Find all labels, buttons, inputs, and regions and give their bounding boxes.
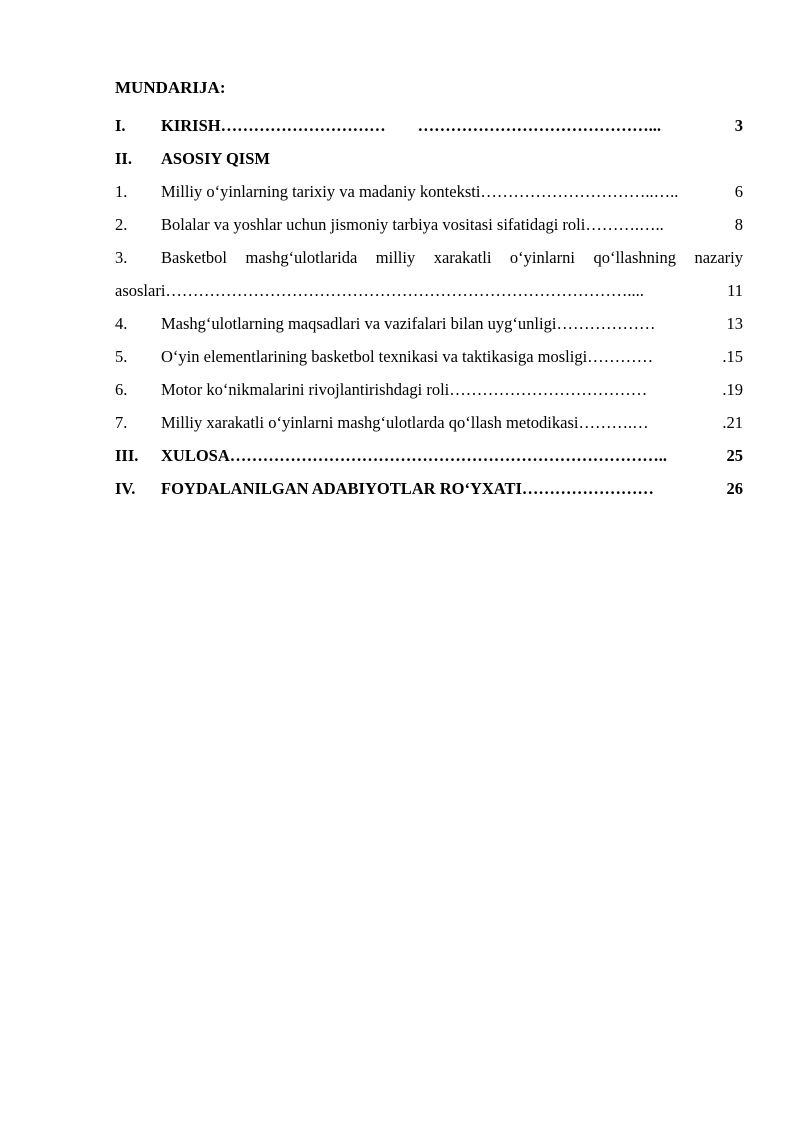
toc-entry-page: .19 bbox=[722, 380, 743, 399]
toc-entry-adabiyotlar[interactable] bbox=[115, 472, 743, 505]
table-of-contents bbox=[115, 76, 743, 505]
toc-entry-word: mashg‘ulotlarida bbox=[245, 248, 358, 267]
toc-entry-leader: …………………………..….. bbox=[480, 182, 679, 201]
toc-heading: MUNDARIJA: bbox=[115, 78, 226, 97]
toc-entry-4[interactable] bbox=[115, 307, 743, 340]
toc-entry-text bbox=[161, 439, 727, 472]
toc-entry-title: XULOSA bbox=[161, 446, 230, 465]
toc-entry-word: Basketbol bbox=[161, 248, 227, 267]
toc-entry-word: o‘yinlarni bbox=[509, 248, 575, 267]
toc-entry-text bbox=[161, 109, 735, 142]
toc-entry-page: .15 bbox=[722, 347, 743, 366]
toc-entry-leader: ……………… bbox=[556, 314, 656, 333]
toc-entry-word: milliy bbox=[375, 248, 416, 267]
toc-entry-leader: ………… bbox=[587, 347, 654, 366]
toc-entry-kirish[interactable] bbox=[115, 109, 743, 142]
toc-entry-page: .21 bbox=[722, 413, 743, 432]
toc-entry-leader: ……………………………… bbox=[449, 380, 648, 399]
toc-entry-6[interactable] bbox=[115, 373, 743, 406]
toc-entry-title: KIRISH bbox=[161, 116, 221, 135]
toc-entry-leader: ………………………… bbox=[220, 116, 386, 135]
toc-entry-page: 26 bbox=[726, 479, 743, 498]
toc-entry-text bbox=[161, 175, 735, 208]
toc-entry-2[interactable] bbox=[115, 208, 743, 241]
toc-entry-word: qo‘llashning bbox=[593, 248, 676, 267]
toc-entry-title: Bolalar va yoshlar uchun jismoniy tarbiya vositasi sifatidagi roli bbox=[161, 215, 586, 234]
toc-entry-number: 6. bbox=[115, 380, 128, 399]
toc-entry-page: 6 bbox=[734, 182, 743, 201]
toc-entry-text bbox=[161, 208, 735, 241]
toc-entry-page: 25 bbox=[726, 446, 743, 465]
toc-entry-page: 13 bbox=[726, 314, 743, 333]
toc-entry-title: Milliy xarakatli o‘yinlarni mashg‘ulotlarda qo‘llash metodikasi bbox=[161, 413, 579, 432]
toc-entry-number: IV. bbox=[115, 479, 136, 498]
toc-entry-title-cont: asoslari bbox=[115, 281, 166, 300]
toc-entry-text bbox=[161, 241, 743, 274]
toc-entry-leader: …………………………………………………………………….. bbox=[229, 446, 668, 465]
toc-entry-page: 11 bbox=[727, 281, 743, 300]
toc-entry-1[interactable] bbox=[115, 175, 743, 208]
toc-entry-3[interactable] bbox=[115, 241, 743, 274]
toc-entry-title: ASOSIY QISM bbox=[161, 149, 270, 168]
toc-entry-title: Mashg‘ulotlarning maqsadlari va vazifalari bilan uyg‘unligi bbox=[161, 314, 557, 333]
toc-entry-number: 4. bbox=[115, 314, 128, 333]
toc-entry-number: 1. bbox=[115, 182, 128, 201]
toc-entry-leader: ………………………………………………………………………….... bbox=[165, 281, 644, 300]
toc-entry-word: xarakatli bbox=[433, 248, 492, 267]
toc-entry-leader: ……….… bbox=[578, 413, 649, 432]
toc-entry-3-continuation[interactable] bbox=[115, 274, 743, 307]
toc-entry-xulosa[interactable] bbox=[115, 439, 743, 472]
toc-entry-leader: ……….….. bbox=[585, 215, 664, 234]
toc-entry-word: nazariy bbox=[694, 248, 743, 267]
toc-entry-number: 2. bbox=[115, 215, 128, 234]
toc-entry-number: I. bbox=[115, 116, 126, 135]
toc-entry-7[interactable] bbox=[115, 406, 743, 439]
toc-entry-number: 3. bbox=[115, 248, 128, 267]
toc-entry-text bbox=[161, 340, 722, 373]
toc-entry-text bbox=[115, 274, 727, 307]
toc-entry-number: II. bbox=[115, 149, 132, 168]
toc-entry-title: Milliy o‘yinlarning tarixiy va madaniy konteksti bbox=[161, 182, 481, 201]
toc-entry-leader: …………………… bbox=[521, 479, 654, 498]
toc-entry-5[interactable] bbox=[115, 340, 743, 373]
toc-entry-number: 5. bbox=[115, 347, 128, 366]
toc-entry-page: 8 bbox=[734, 215, 743, 234]
toc-entry-text bbox=[161, 472, 727, 505]
toc-entry-text bbox=[161, 373, 722, 406]
toc-entry-text bbox=[161, 307, 727, 340]
toc-entry-title: Motor ko‘nikmalarini rivojlantirishdagi roli bbox=[161, 380, 450, 399]
toc-entry-title: O‘yin elementlarining basketbol texnikasi va taktikasiga mosligi bbox=[161, 347, 588, 366]
toc-entry-text bbox=[161, 406, 722, 439]
toc-entry-title-line bbox=[161, 241, 743, 274]
toc-entry-asosiy-qism[interactable] bbox=[115, 142, 743, 175]
toc-entry-title: FOYDALANILGAN ADABIYOTLAR RO‘YXATI bbox=[161, 479, 522, 498]
toc-entry-leader: ……………………………………... bbox=[417, 116, 661, 135]
toc-entry-number: III. bbox=[115, 446, 139, 465]
toc-entry-page: 3 bbox=[734, 116, 743, 135]
toc-entry-number: 7. bbox=[115, 413, 128, 432]
